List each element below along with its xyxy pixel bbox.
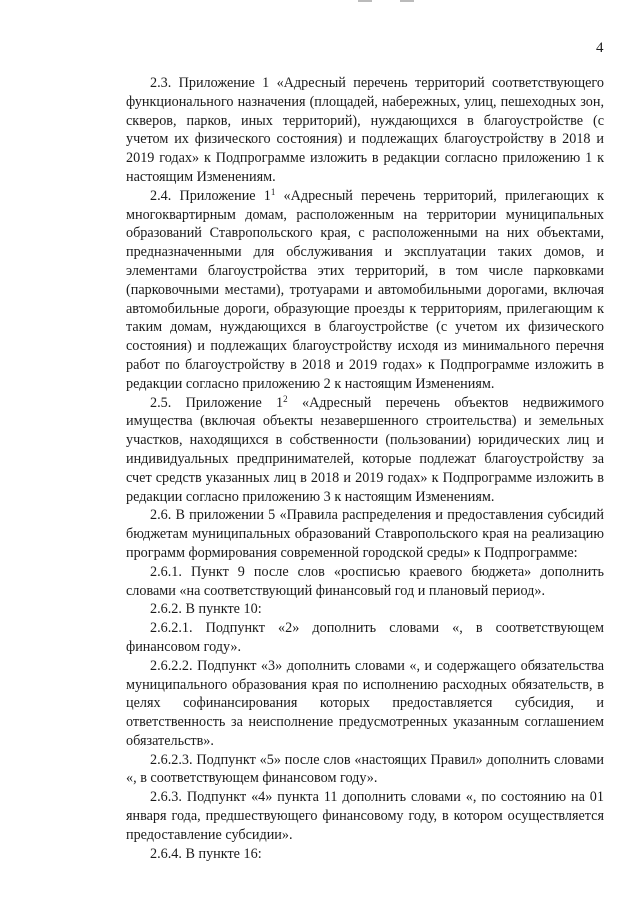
paragraph-text: 2.6.2.3. Подпункт «5» после слов «настоящих Правил» дополнить словами «, в соответствующем финансовом году».	[126, 751, 604, 787]
superscript: 1	[270, 186, 276, 197]
paragraph-text: 2.6.4. В пункте 16:	[150, 845, 262, 862]
paragraph-2-6-4	[126, 845, 604, 864]
paragraph-text: 2.6. В приложении 5 «Правила распределения и предоставления субсидий бюджетам муниципальных образований Ставропольского края на реализацию программ формирования современной городской среды» к Подпрограмме:	[126, 507, 604, 561]
paragraph-text: 2.6.3. Подпункт «4» пункта 11 дополнить словами «, по состоянию на 01 января года, предшествующего финансовому году, в котором осуществляется предоставление субсидии».	[126, 789, 604, 843]
paragraph-text: 2.5. Приложение 1	[150, 394, 284, 411]
scan-mark	[400, 0, 414, 2]
paragraph-2-6-2-3	[126, 751, 604, 789]
paragraph-text: «Адресный перечень объектов недвижимого имущества (включая объекты незавершенного строительства) и земельных участков, находящихся в собственности (пользовании) юридических лиц и индивидуальных предпринимателей, которые подлежат благоустройству за счет средств указанных лиц в 2018 и 2019 годах» к Подпрограмме изложить в редакции согласно приложению 3 к настоящим Изменениям.	[126, 394, 604, 505]
paragraph-2-4	[126, 187, 604, 394]
paragraph-text: 2.3. Приложение 1 «Адресный перечень территорий соответствующего функционального назначения (площадей, набережных, улиц, пешеходных зон, скверов, парков, иных территорий), нуждающихся в благоустройстве (с учетом их физического состояния) и подлежащих благоустройству в 2018 и 2019 годах» к Подпрограмме изложить в редакции согласно приложению 1 к настоящим Изменениям.	[126, 75, 604, 185]
scan-mark	[358, 0, 372, 2]
paragraph-2-6-2-2	[126, 657, 604, 751]
paragraph-text: «Адресный перечень территорий, прилегающих к многоквартирным домам, расположенным на территории муниципальных образований Ставропольского края, с расположенными на них объектами, предназначенными для обслуживания и эксплуатации таких домов, и элементами благоустройства этих территорий, в том числе парковками (парковочными местами), тротуарами и автомобильными дорогами, включая автомобильные дороги, образующие проезды к территориям, прилегающим к таким домам, нуждающихся в благоустройстве (с учетом их физического состояния) и подлежащих благоустройству исходя из минимального перечня работ по благоустройству в 2018 и 2019 годах» к Подпрограмме изложить в редакции согласно приложению 2 к настоящим Изменениям.	[126, 187, 604, 392]
page-number: 4	[596, 40, 604, 56]
paragraph-text: 2.4. Приложение 1	[150, 187, 271, 204]
paragraph-2-6-1	[126, 563, 604, 601]
paragraph-2-6-2-1	[126, 619, 604, 657]
document-body	[126, 74, 604, 863]
superscript: 2	[283, 393, 288, 404]
paragraph-text: 2.6.2. В пункте 10:	[150, 601, 262, 618]
paragraph-2-3	[126, 74, 604, 187]
paragraph-2-5	[126, 394, 604, 507]
paragraph-text: 2.6.1. Пункт 9 после слов «росписью краевого бюджета» дополнить словами «на соответствующий финансовый год и плановый период».	[126, 563, 604, 599]
paragraph-text: 2.6.2.1. Подпункт «2» дополнить словами «, в соответствующем финансовом году».	[126, 620, 604, 655]
paragraph-text: 2.6.2.2. Подпункт «3» дополнить словами «, и содержащего обязательства муниципального образования края по исполнению расходных обязательств, в целях софинансирования которых предоставляется субсидия, и ответственность за неисполнение предусмотренных указанным соглашением обязательств».	[126, 657, 604, 749]
paragraph-2-6-2	[126, 600, 604, 619]
paragraph-2-6	[126, 506, 604, 562]
paragraph-2-6-3	[126, 788, 604, 844]
